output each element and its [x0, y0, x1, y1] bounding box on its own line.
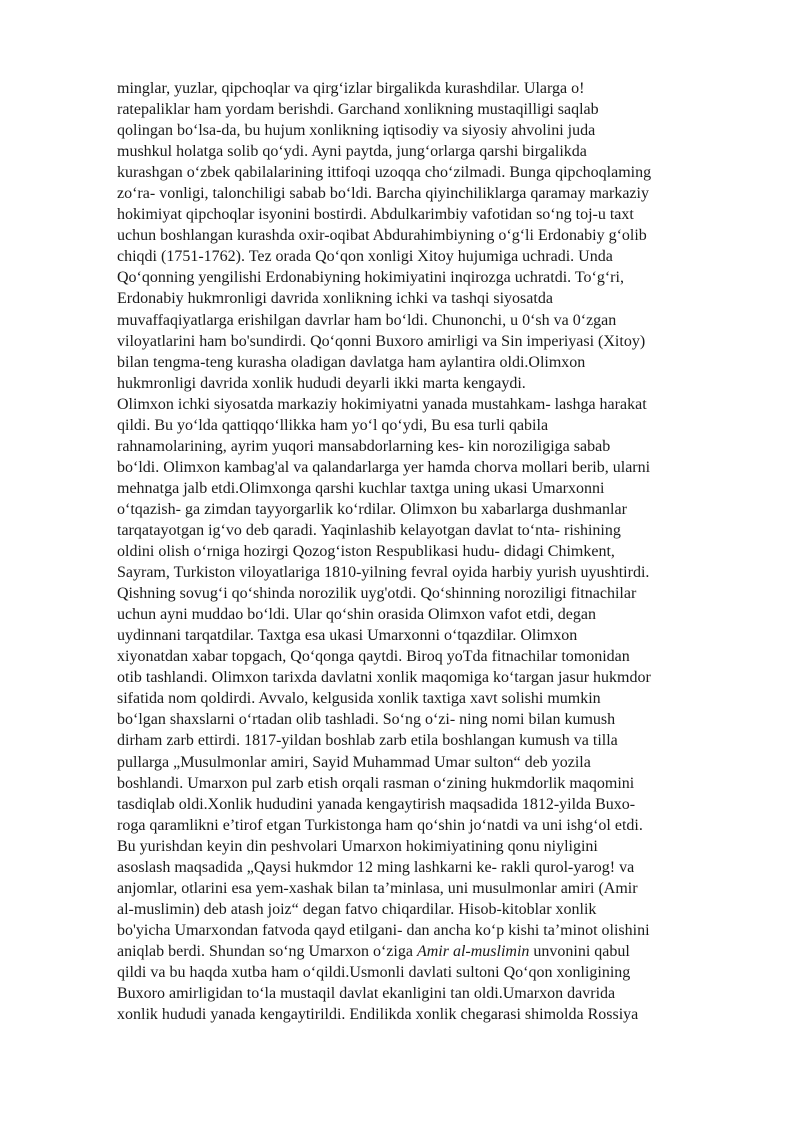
text-line: sifatida nom qoldirdi. Avvalo, kelgusida xonlik taxtiga xavt solishi mumkin [117, 690, 601, 708]
text-line: uchun ayni muddao bo‘ldi. Ular qo‘shin orasida Olimxon vafot etdi, degan [117, 606, 597, 624]
text-line: rahnamolarining, ayrim yuqori mansabdorlarning kes- kin noroziligiga sabab [117, 437, 611, 455]
text-line: bo'yicha Umarxondan fatvoda qayd etilgani- dan ancha ko‘p kishi ta’minot olishini [117, 921, 650, 939]
text-line: minglar, yuzlar, qipchoqlar va qirg‘izlar birgalikda kurashdilar. Ularga o! [117, 80, 585, 97]
text-line: bilan tengma-teng kurasha oladigan davlatga ham aylantira oldi.Olimxon [117, 353, 586, 371]
text-line: o‘tqazish- ga zimdan tayyorgarlik ko‘rdilar. Olimxon bu xabarlarga dushmanlar [117, 500, 627, 518]
text-line: tarqatayotgan ig‘vo deb qaradi. Yaqinlashib kelayotgan davlat to‘nta- rishining [117, 521, 621, 539]
text-line: Qishning sovug‘i qo‘shinda norozilik uyg'otdi. Qo‘shinning noroziligi fitnachilar [117, 585, 637, 603]
text-line: Sayram, Turkiston viloyatlariga 1810-yilning fevral oyida harbiy yurish uyushtirdi. [117, 564, 650, 582]
text-line-with-italic [117, 941, 747, 962]
text-line: chiqdi (1751-1762). Tez orada Qo‘qon xonligi Xitoy hujumiga uchradi. Unda [117, 248, 613, 266]
text-line: al-muslimin) deb atash joiz“ degan fatvo chiqardilar. Hisob-kitoblar xonlik [117, 900, 597, 918]
text-line: mushkul holatga solib qo‘ydi. Ayni paytda, jung‘orlarga qarshi birgalikda [117, 143, 587, 161]
text-line: pullarga „Musulmonlar amiri, Sayid Muhammad Umar sulton“ deb yozila [117, 753, 591, 771]
text-line: uchun boshlangan kurashda oxir-oqibat Abdurahimbiyning o‘g‘li Erdonabiy g‘olib [117, 227, 647, 245]
text-line: bo‘ldi. Olimxon kambag'al va qalandarlarga yer hamda chorva mollari berib, ularni [117, 458, 651, 476]
text-line: viloyatlarini ham bo'sundirdi. Qo‘qonni Buxoro amirligi va Sin imperiyasi (Xitoy) [117, 332, 646, 350]
text-line: hukmronligi davrida xonlik hududi deyarli ikki marta kengaydi. [117, 374, 526, 392]
text-line: Olimxon ichki siyosatda markaziy hokimiyatni yanada mustahkam- lashga harakat [117, 395, 647, 413]
text-line: tasdiqlab oldi.Xonlik hududini yanada kengaytirish maqsadida 1812-yilda Buxo- [117, 795, 636, 813]
text-run: unvonini qabul [529, 942, 630, 960]
text-line: dirham zarb ettirdi. 1817-yildan boshlab zarb etila boshlangan kumush va tilla [117, 732, 618, 750]
text-line: Buxoro amirligidan to‘la mustaqil davlat ekanligini tan oldi.Umarxon davrida [117, 985, 616, 1003]
text-line: muvaffaqiyatlarga erishilgan davrlar ham bo‘ldi. Chunonchi, u 0‘sh va 0‘zgan [117, 311, 617, 329]
text-line: uydinnani tarqatdilar. Taxtga esa ukasi Umarxonni o‘tqazdilar. Olimxon [117, 627, 578, 645]
text-line: anjomlar, otlarini esa yem-xashak bilan ta’minlasa, uni musulmonlar amiri (Amir [117, 879, 638, 897]
text-line: Erdonabiy hukmronligi davrida xonlikning ichki va tashqi siyosatda [117, 290, 553, 308]
text-line: qildi va bu haqda xutba ham o‘qildi.Usmonli davlati sultoni Qo‘qon xonligining [117, 963, 631, 981]
text-run: aniqlab berdi. Shundan so‘ng Umarxon o‘ziga [117, 942, 417, 960]
text-line: otib tashlandi. Olimxon tarixda davlatni xonlik maqomiga ko‘targan jasur hukmdor [117, 669, 651, 687]
text-line: xonlik hududi yanada kengaytirildi. Endilikda xonlik chegarasi shimolda Rossiya [117, 1006, 639, 1024]
text-line: xiyonatdan xabar topgach, Qo‘qonga qaytdi. Biroq yoTda fitnachilar tomonidan [117, 648, 630, 666]
text-line: bo‘lgan shaxslarni o‘rtadan olib tashladi. So‘ng o‘zi- ning nomi bilan kumush [117, 711, 616, 729]
text-line: qildi. Bu yo‘lda qattiqqo‘llikka ham yo‘l qo‘ydi, Bu esa turli qabila [117, 416, 549, 434]
text-line: qolingan bo‘lsa-da, bu hujum xonlikning iqtisodiy va siyosiy ahvolini juda [117, 122, 596, 140]
text-line: asoslash maqsadida „Qaysi hukmdor 12 ming lashkarni ke- rakli qurol-yarog! va [117, 858, 635, 876]
text-line: roga qaramlikni e’tirof etgan Turkistonga ham qo‘shin jo‘natdi va uni ishg‘ol etdi. [117, 816, 643, 834]
text-line: hokimiyat qipchoqlar isyonini bostirdi. Abdulkarimbiy vafotidan so‘ng toj-u taxt [117, 206, 634, 224]
text-line: oldini olish o‘rniga hozirgi Qozog‘iston Respublikasi hudu- didagi Chimkent, [117, 543, 615, 561]
body-text [117, 78, 747, 1025]
text-line: Bu yurishdan keyin din peshvolari Umarxon hokimiyatining qonu niyligini [117, 837, 598, 855]
italic-term: Amir al-muslimin [416, 942, 530, 960]
text-line: Qo‘qonning yengilishi Erdonabiyning hokimiyatini inqirozga uchratdi. To‘g‘ri, [117, 269, 624, 287]
text-line: kurashgan o‘zbek qabilalarining ittifoqi uzoqqa cho‘zilmadi. Bunga qipchoqlaming [117, 164, 652, 182]
text-line: zo‘ra- vonligi, talonchiligi sabab bo‘ldi. Barcha qiyinchiliklarga qaramay markaziy [117, 185, 649, 203]
text-line: ratepaliklar ham yordam berishdi. Garchand xonlikning mustaqilligi saqlab [117, 101, 599, 119]
text-line: mehnatga jalb etdi.Olimxonga qarshi kuchlar taxtga uning ukasi Umarxonni [117, 479, 605, 497]
text-line: boshlandi. Umarxon pul zarb etish orqali rasman o‘zining hukmdorlik maqomini [117, 774, 635, 792]
